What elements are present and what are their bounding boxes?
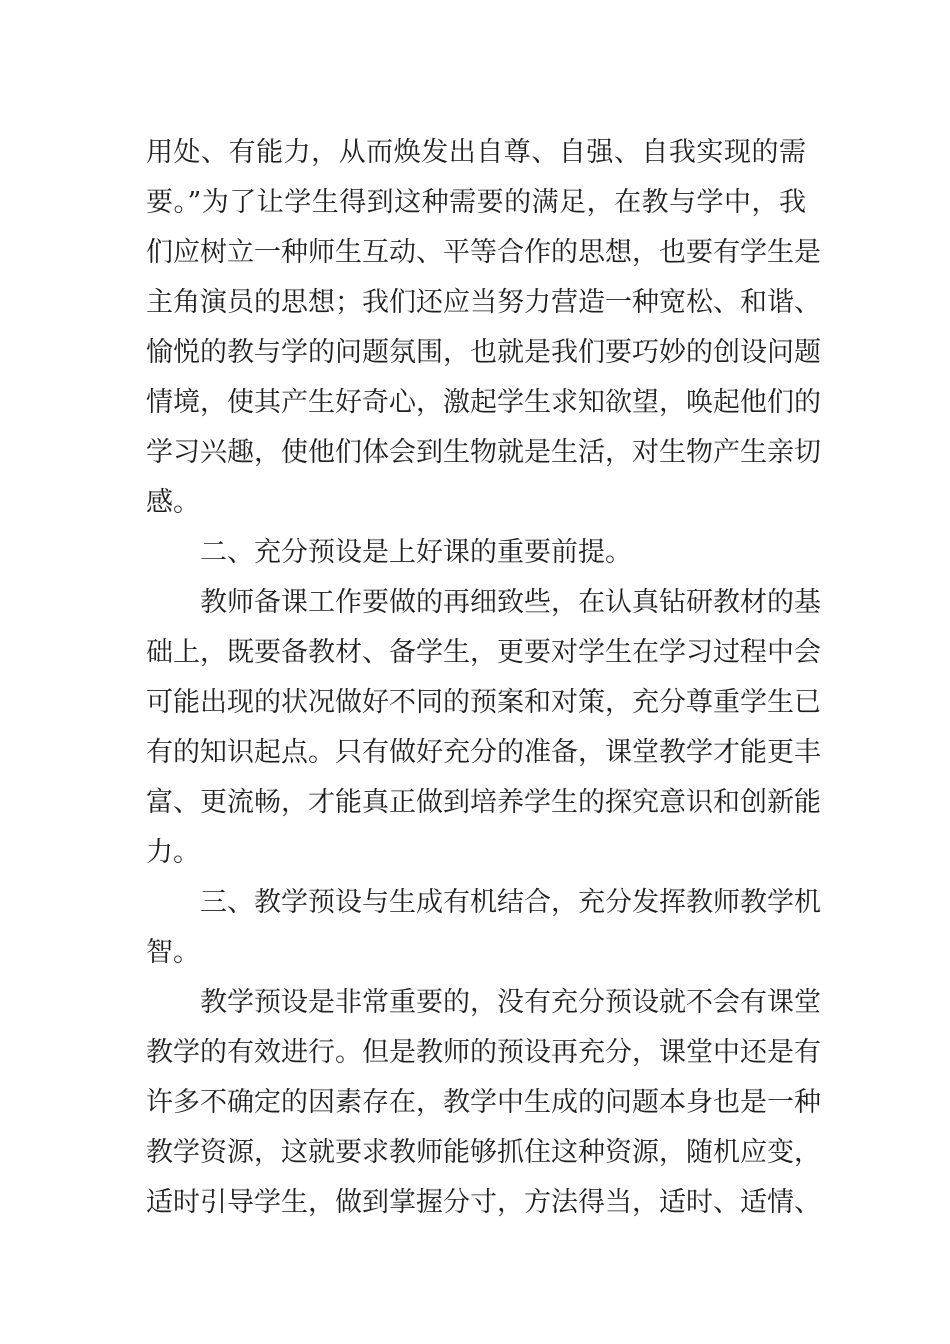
text-line: 础上，既要备教材、备学生，更要对学生在学习过程中会 <box>146 637 821 668</box>
text-line: 力。 <box>146 837 200 868</box>
document-body <box>146 128 821 1228</box>
section-heading-3 <box>146 878 821 978</box>
text-line: 教学的有效进行。但是教师的预设再充分，课堂中还是有 <box>146 1037 821 1068</box>
text-line: 们应树立一种师生互动、平等合作的思想，也要有学生是 <box>146 237 821 268</box>
text-line: 教学资源，这就要求教师能够抓住这种资源，随机应变， <box>146 1137 821 1168</box>
text-line: 有的知识起点。只有做好充分的准备，课堂教学才能更丰 <box>146 737 821 768</box>
paragraph-teaching-presets <box>146 978 821 1228</box>
text-line: 情境，使其产生好奇心，激起学生求知欲望，唤起他们的 <box>146 387 821 418</box>
text-line: 愉悦的教与学的问题氛围，也就是我们要巧妙的创设问题 <box>146 337 821 368</box>
text-line: 适时引导学生，做到掌握分寸，方法得当，适时、适情、 <box>146 1187 821 1218</box>
text-line: 可能出现的状况做好不同的预案和对策，充分尊重学生已 <box>146 687 821 718</box>
section-heading-2 <box>146 528 806 578</box>
text-line: 富、更流畅，才能真正做到培养学生的探究意识和创新能 <box>146 787 821 818</box>
text-line: 用处、有能力，从而焕发出自尊、自强、自我实现的需 <box>146 137 806 168</box>
heading-line: 智。 <box>146 937 200 968</box>
text-line: 学习兴趣，使他们体会到生物就是生活，对生物产生亲切 <box>146 437 821 468</box>
heading-line: 二、充分预设是上好课的重要前提。 <box>200 537 632 568</box>
text-line: 要。”为了让学生得到这种需要的满足，在教与学中，我 <box>146 187 806 218</box>
text-line: 主角演员的思想；我们还应当努力营造一种宽松、和谐、 <box>146 287 821 318</box>
text-line: 教师备课工作要做的再细致些，在认真钻研教材的基 <box>200 587 821 618</box>
paragraph-continuation <box>146 128 821 528</box>
paragraph-lesson-preparation <box>146 578 821 878</box>
text-line: 教学预设是非常重要的，没有充分预设就不会有课堂 <box>200 987 821 1018</box>
heading-line: 三、教学预设与生成有机结合，充分发挥教师教学机 <box>200 887 821 918</box>
text-line: 许多不确定的因素存在，教学中生成的问题本身也是一种 <box>146 1087 821 1118</box>
text-line: 感。 <box>146 487 200 518</box>
